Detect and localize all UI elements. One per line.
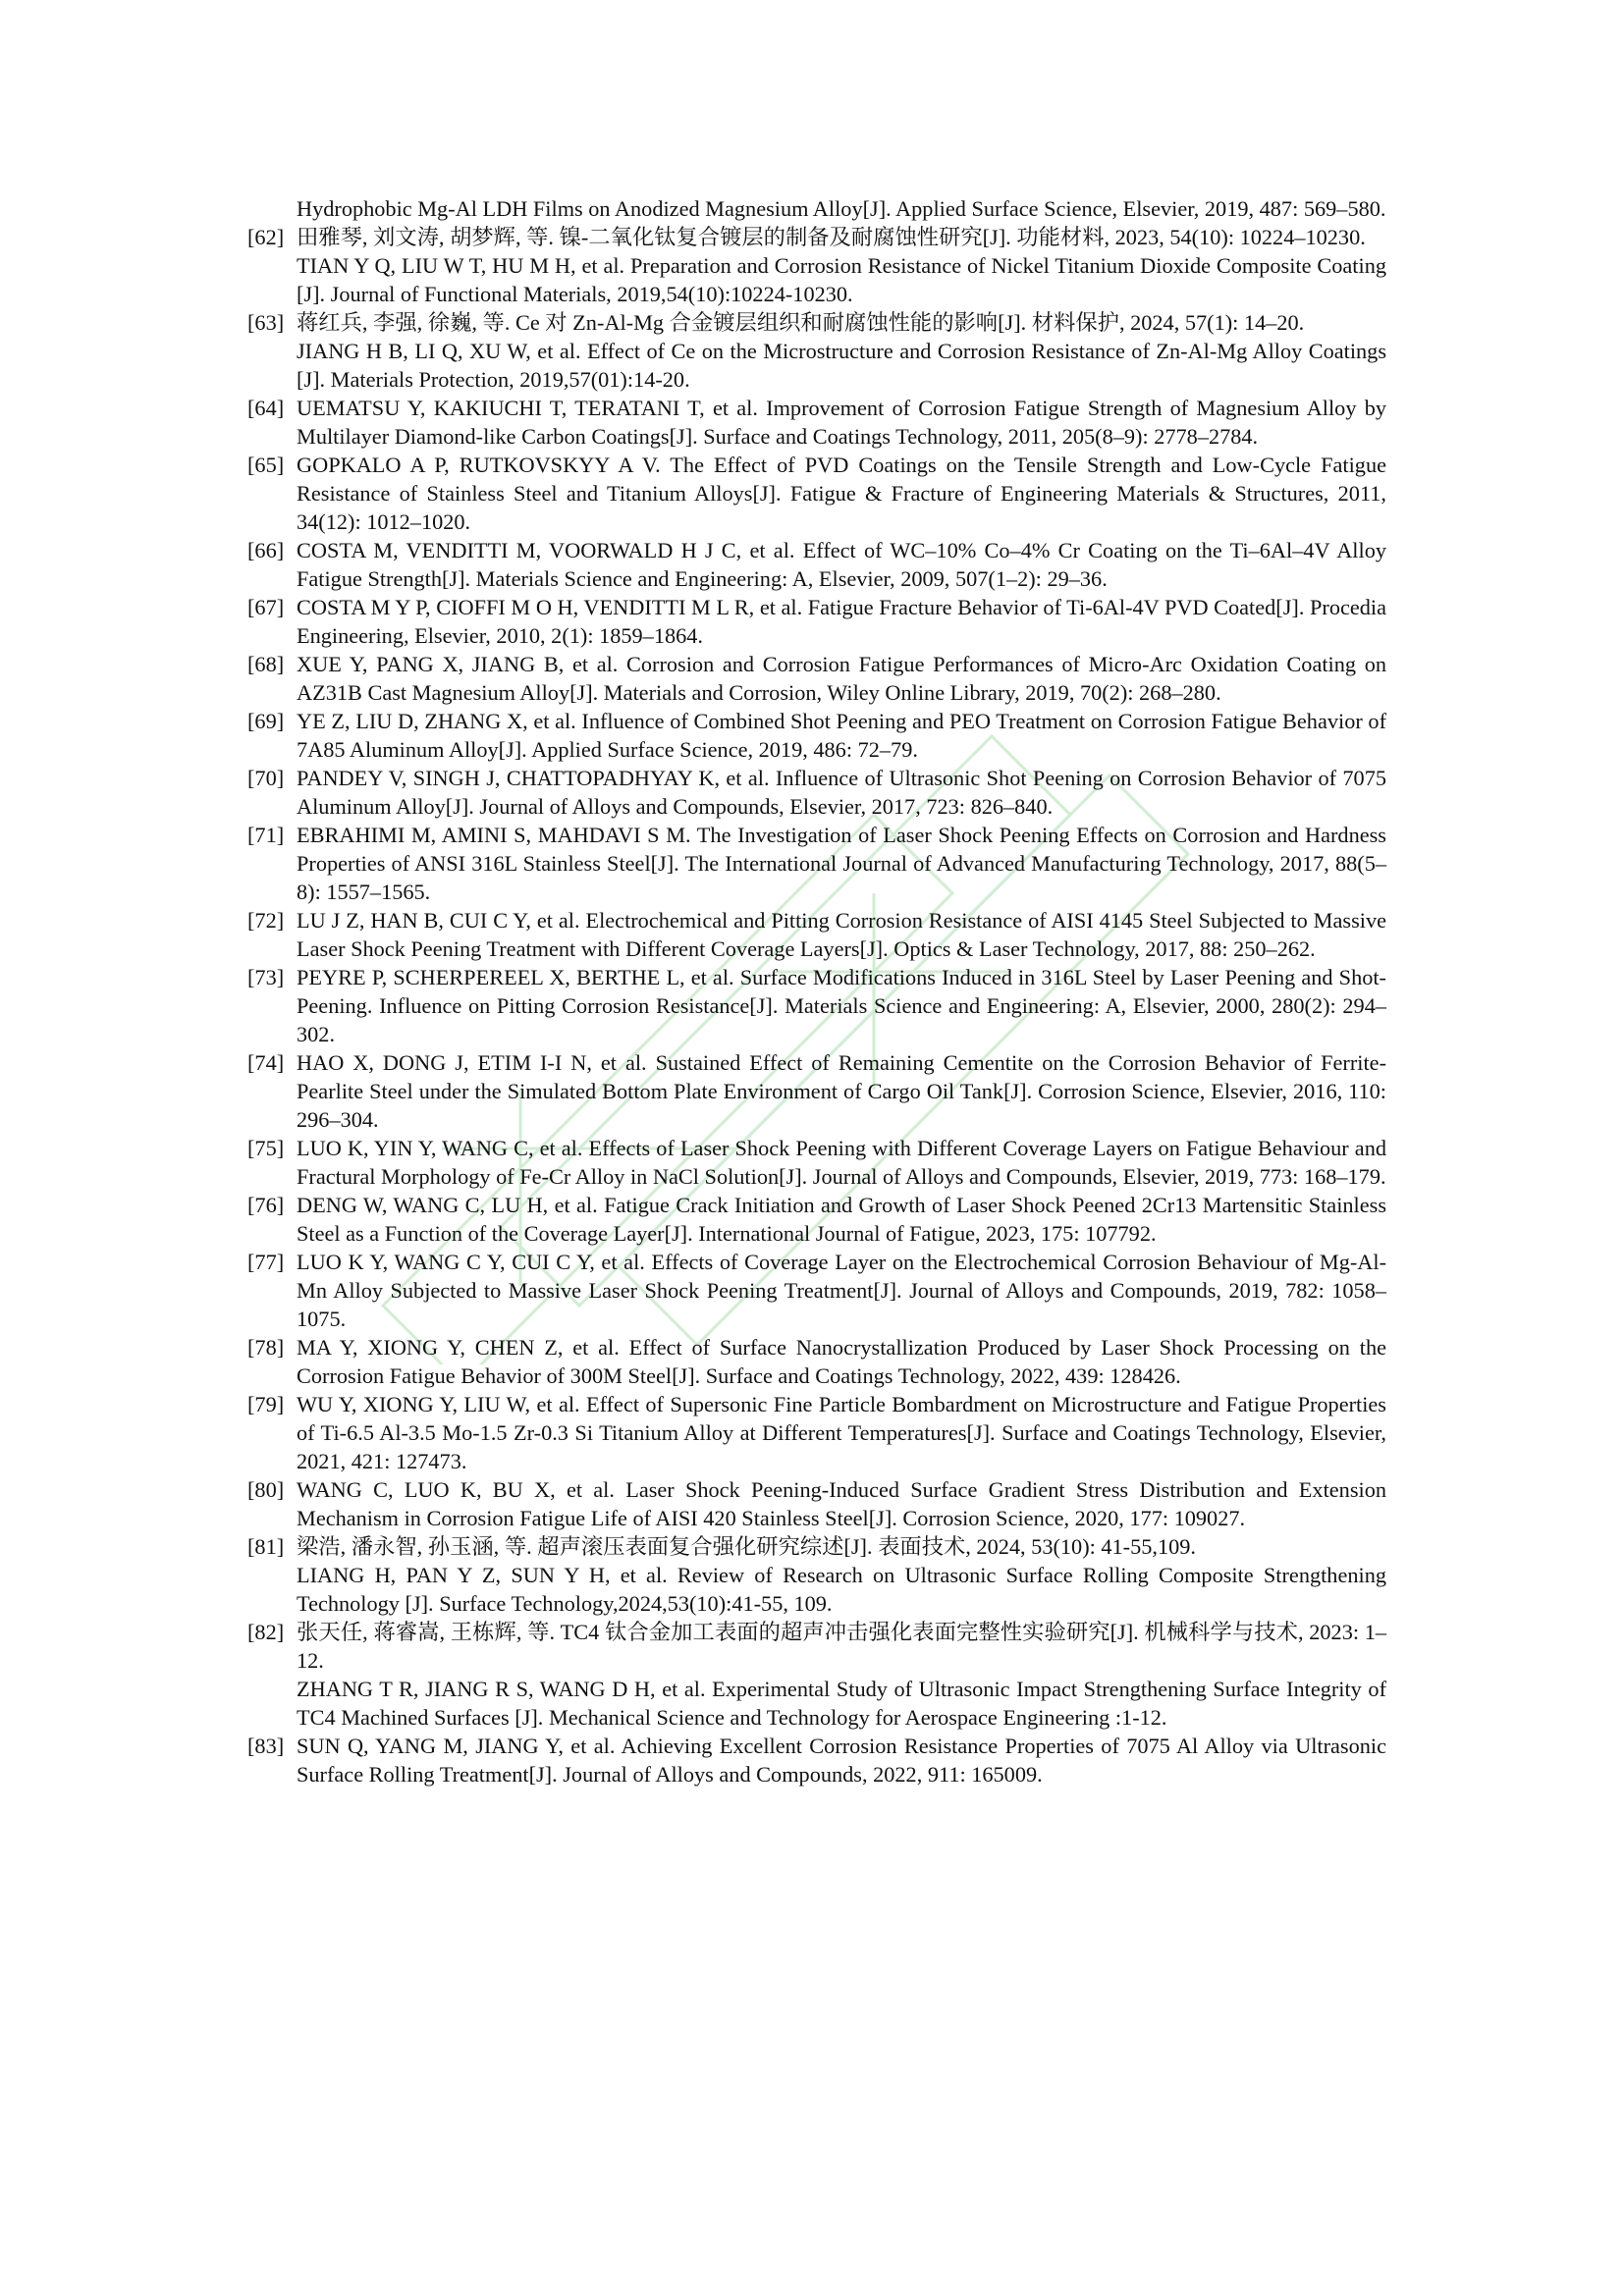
- reference-number: [78]: [247, 1335, 285, 1360]
- reference-number: [79]: [247, 1392, 285, 1416]
- reference-number: [75]: [247, 1136, 285, 1160]
- reference-entry: [247, 1532, 1386, 1618]
- reference-line: WANG C, LUO K, BU X, et al. Laser Shock Peening-Induced Surface Gradient Stress Distribution and Extension Mechanism in Corrosion Fatigue Life of AISI 420 Stainless Steel[J]. Corrosion Science, 2020, 177: 109027.: [297, 1477, 1386, 1530]
- reference-text: [297, 1390, 1386, 1475]
- reference-line: DENG W, WANG C, LU H, et al. Fatigue Crack Initiation and Growth of Laser Shock Peened 2Cr13 Martensitic Stainless Steel as a Function of the Coverage Layer[J]. International Journal of Fatigue, 2023, 175: 107792.: [297, 1193, 1386, 1246]
- reference-line: COSTA M, VENDITTI M, VOORWALD H J C, et al. Effect of WC–10% Co–4% Cr Coating on the Ti–6Al–4V Alloy Fatigue Strength[J]. Materials Science and Engineering: A, Elsevier, 2009, 507(1–2): 29–36.: [297, 538, 1386, 591]
- reference-text: [297, 308, 1386, 394]
- reference-number: [67]: [247, 595, 285, 619]
- reference-line: 蒋红兵, 李强, 徐巍, 等. Ce 对 Zn-Al-Mg 合金镀层组织和耐腐蚀性能的影响[J]. 材料保护, 2024, 57(1): 14–20.: [297, 310, 1305, 335]
- reference-entry: [247, 906, 1386, 963]
- reference-entry: [247, 1191, 1386, 1248]
- reference-number: [74]: [247, 1050, 285, 1075]
- reference-line: WU Y, XIONG Y, LIU W, et al. Effect of Supersonic Fine Particle Bombardment on Microstructure and Fatigue Properties of Ti-6.5 Al-3.5 Mo-1.5 Zr-0.3 Si Titanium Alloy at Different Temperatures[J]. Surface and Coatings Technology, Elsevier, 2021, 421: 127473.: [297, 1392, 1386, 1473]
- reference-line: LU J Z, HAN B, CUI C Y, et al. Electrochemical and Pitting Corrosion Resistance of AISI 4145 Steel Subjected to Massive Laser Shock Peening Treatment with Different Coverage Layers[J]. Optics & Laser Technology, 2017, 88: 250–262.: [297, 908, 1386, 961]
- reference-line: SUN Q, YANG M, JIANG Y, et al. Achieving Excellent Corrosion Resistance Properties of 7075 Al Alloy via Ultrasonic Surface Rolling Treatment[J]. Journal of Alloys and Compounds, 2022, 911: 165009.: [297, 1734, 1386, 1787]
- reference-line: XUE Y, PANG X, JIANG B, et al. Corrosion and Corrosion Fatigue Performances of Micro-Arc Oxidation Coating on AZ31B Cast Magnesium Alloy[J]. Materials and Corrosion, Wiley Online Library, 2019, 70(2): 268–280.: [297, 652, 1386, 705]
- reference-text: [297, 1475, 1386, 1532]
- reference-entry: [247, 593, 1386, 650]
- reference-number: [82]: [247, 1620, 285, 1644]
- reference-entry: [247, 1248, 1386, 1333]
- reference-entry: [247, 764, 1386, 821]
- reference-number: [62]: [247, 225, 285, 249]
- reference-entry: [247, 1333, 1386, 1390]
- reference-text: [297, 536, 1386, 593]
- reference-line: PEYRE P, SCHERPEREEL X, BERTHE L, et al. Surface Modifications Induced in 316L Steel by Laser Peening and Shot-Peening. Influence on Pitting Corrosion Resistance[J]. Materials Science and Engineering: A, Elsevier, 2000, 280(2): 294–302.: [297, 965, 1386, 1046]
- reference-line: TIAN Y Q, LIU W T, HU M H, et al. Preparation and Corrosion Resistance of Nickel Titanium Dioxide Composite Coating [J]. Journal of Functional Materials, 2019,54(10):10224-10230.: [297, 253, 1386, 306]
- reference-line: JIANG H B, LI Q, XU W, et al. Effect of Ce on the Microstructure and Corrosion Resistance of Zn-Al-Mg Alloy Coatings [J]. Materials Protection, 2019,57(01):14-20.: [297, 339, 1386, 392]
- reference-number: [71]: [247, 823, 285, 847]
- reference-entry: [247, 1732, 1386, 1789]
- reference-number: [68]: [247, 652, 285, 676]
- reference-line: UEMATSU Y, KAKIUCHI T, TERATANI T, et al. Improvement of Corrosion Fatigue Strength of Magnesium Alloy by Multilayer Diamond-like Carbon Coatings[J]. Surface and Coatings Technology, 2011, 205(8–9): 2778–2784.: [297, 396, 1386, 449]
- reference-number: [77]: [247, 1250, 285, 1274]
- reference-text: [297, 1333, 1386, 1390]
- reference-entry: [247, 1048, 1386, 1134]
- reference-line: LUO K, YIN Y, WANG C, et al. Effects of Laser Shock Peening with Different Coverage Layers on Fatigue Behaviour and Fractural Morphology of Fe-Cr Alloy in NaCl Solution[J]. Journal of Alloys and Compounds, Elsevier, 2019, 773: 168–179.: [297, 1136, 1386, 1189]
- reference-text: [297, 1191, 1386, 1248]
- reference-entry: [247, 223, 1386, 308]
- reference-line: 张天任, 蒋睿嵩, 王栋辉, 等. TC4 钛合金加工表面的超声冲击强化表面完整性实验研究[J]. 机械科学与技术, 2023: 1–12.: [297, 1620, 1386, 1673]
- reference-number: [69]: [247, 709, 285, 733]
- reference-entry: [247, 1134, 1386, 1191]
- reference-entry: [247, 1618, 1386, 1732]
- reference-number: [81]: [247, 1534, 285, 1559]
- reference-number: [70]: [247, 766, 285, 790]
- reference-text: [297, 650, 1386, 707]
- reference-entry: [247, 707, 1386, 764]
- reference-entry: [247, 394, 1386, 451]
- reference-line: Hydrophobic Mg-Al LDH Films on Anodized Magnesium Alloy[J]. Applied Surface Science, Elsevier, 2019, 487: 569–580.: [297, 196, 1386, 221]
- reference-text: [297, 194, 1386, 223]
- reference-text: [297, 963, 1386, 1048]
- reference-line: HAO X, DONG J, ETIM I-I N, et al. Sustained Effect of Remaining Cementite on the Corrosion Behavior of Ferrite-Pearlite Steel under the Simulated Bottom Plate Environment of Cargo Oil Tank[J]. Corrosion Science, Elsevier, 2016, 110: 296–304.: [297, 1050, 1386, 1132]
- reference-text: [297, 1134, 1386, 1191]
- reference-entry: [247, 536, 1386, 593]
- reference-text: [297, 1732, 1386, 1789]
- reference-number: [66]: [247, 538, 285, 562]
- reference-entry: [247, 650, 1386, 707]
- reference-line: LIANG H, PAN Y Z, SUN Y H, et al. Review of Research on Ultrasonic Surface Rolling Composite Strengthening Technology [J]. Surface Technology,2024,53(10):41-55, 109.: [297, 1563, 1386, 1616]
- reference-entry: [247, 194, 1386, 223]
- reference-text: [297, 451, 1386, 536]
- reference-text: [297, 593, 1386, 650]
- reference-number: [80]: [247, 1477, 285, 1502]
- reference-entry: [247, 308, 1386, 394]
- reference-line: ZHANG T R, JIANG R S, WANG D H, et al. Experimental Study of Ultrasonic Impact Strengthening Surface Integrity of TC4 Machined Surfaces [J]. Mechanical Science and Technology for Aerospace Engineering :1-12.: [297, 1677, 1386, 1730]
- reference-text: [297, 906, 1386, 963]
- reference-line: GOPKALO A P, RUTKOVSKYY A V. The Effect of PVD Coatings on the Tensile Strength and Low-Cycle Fatigue Resistance of Stainless Steel and Titanium Alloys[J]. Fatigue & Fracture of Engineering Materials & Structures, 2011, 34(12): 1012–1020.: [297, 453, 1386, 534]
- reference-list: [247, 194, 1386, 1789]
- reference-text: [297, 1532, 1386, 1618]
- reference-line: EBRAHIMI M, AMINI S, MAHDAVI S M. The Investigation of Laser Shock Peening Effects on Corrosion and Hardness Properties of ANSI 316L Stainless Steel[J]. The International Journal of Advanced Manufacturing Technology, 2017, 88(5–8): 1557–1565.: [297, 823, 1386, 904]
- reference-number: [65]: [247, 453, 285, 477]
- reference-line: LUO K Y, WANG C Y, CUI C Y, et al. Effects of Coverage Layer on the Electrochemical Corrosion Behaviour of Mg-Al-Mn Alloy Subjected to Massive Laser Shock Peening Treatment[J]. Journal of Alloys and Compounds, 2019, 782: 1058–1075.: [297, 1250, 1386, 1331]
- reference-line: PANDEY V, SINGH J, CHATTOPADHYAY K, et al. Influence of Ultrasonic Shot Peening on Corrosion Behavior of 7075 Aluminum Alloy[J]. Journal of Alloys and Compounds, Elsevier, 2017, 723: 826–840.: [297, 766, 1386, 819]
- reference-text: [297, 764, 1386, 821]
- reference-number: [73]: [247, 965, 285, 989]
- reference-number: [64]: [247, 396, 285, 420]
- reference-entry: [247, 821, 1386, 906]
- reference-entry: [247, 451, 1386, 536]
- reference-text: [297, 223, 1386, 308]
- reference-number: [63]: [247, 310, 285, 335]
- reference-number: [83]: [247, 1734, 285, 1758]
- reference-text: [297, 394, 1386, 451]
- reference-line: 梁浩, 潘永智, 孙玉涵, 等. 超声滚压表面复合强化研究综述[J]. 表面技术, 2024, 53(10): 41-55,109.: [297, 1534, 1197, 1559]
- reference-text: [297, 707, 1386, 764]
- reference-text: [297, 1618, 1386, 1732]
- reference-line: YE Z, LIU D, ZHANG X, et al. Influence of Combined Shot Peening and PEO Treatment on Corrosion Fatigue Behavior of 7A85 Aluminum Alloy[J]. Applied Surface Science, 2019, 486: 72–79.: [297, 709, 1386, 762]
- reference-number: [76]: [247, 1193, 285, 1217]
- reference-number: [72]: [247, 908, 285, 933]
- reference-entry: [247, 1390, 1386, 1475]
- reference-text: [297, 1248, 1386, 1333]
- reference-line: MA Y, XIONG Y, CHEN Z, et al. Effect of Surface Nanocrystallization Produced by Laser Shock Processing on the Corrosion Fatigue Behavior of 300M Steel[J]. Surface and Coatings Technology, 2022, 439: 128426.: [297, 1335, 1386, 1388]
- reference-text: [297, 1048, 1386, 1134]
- reference-line: COSTA M Y P, CIOFFI M O H, VENDITTI M L R, et al. Fatigue Fracture Behavior of Ti-6Al-4V PVD Coated[J]. Procedia Engineering, Elsevier, 2010, 2(1): 1859–1864.: [297, 595, 1386, 648]
- reference-entry: [247, 963, 1386, 1048]
- reference-text: [297, 821, 1386, 906]
- reference-line: 田雅琴, 刘文涛, 胡梦辉, 等. 镍-二氧化钛复合镀层的制备及耐腐蚀性研究[J]. 功能材料, 2023, 54(10): 10224–10230.: [297, 225, 1366, 249]
- reference-entry: [247, 1475, 1386, 1532]
